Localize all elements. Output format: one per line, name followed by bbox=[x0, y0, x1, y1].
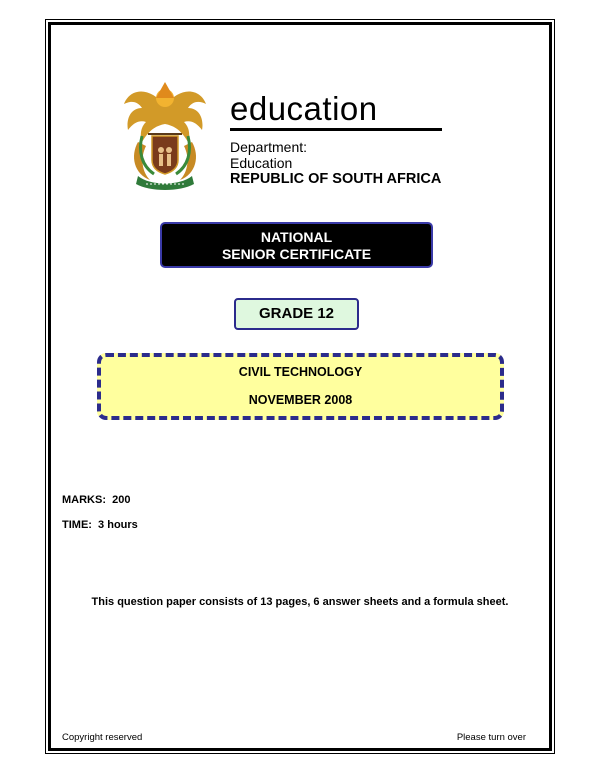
coat-of-arms-icon bbox=[120, 76, 210, 194]
subject-box bbox=[97, 353, 504, 420]
time-text: TIME: 3 hours bbox=[62, 519, 138, 531]
logo-word: education bbox=[230, 90, 378, 127]
dept-line-education: Education bbox=[230, 155, 293, 171]
exam-date: NOVEMBER 2008 bbox=[248, 393, 353, 407]
certificate-banner bbox=[160, 222, 433, 268]
copyright-text: Copyright reserved bbox=[62, 732, 143, 743]
certificate-line-2: SENIOR CERTIFICATE bbox=[221, 246, 372, 262]
dept-line-republic: REPUBLIC OF SOUTH AFRICA bbox=[230, 171, 442, 187]
grade-badge: GRADE 12 bbox=[234, 298, 359, 330]
header-rule bbox=[230, 128, 442, 131]
dept-line-department: Department: bbox=[230, 139, 308, 155]
turn-over-text: Please turn over bbox=[456, 732, 526, 743]
department-header bbox=[230, 92, 442, 187]
paper-contents-note: This question paper consists of 13 pages, 6 answer sheets and a formula sheet. bbox=[91, 596, 509, 608]
subject-name: CIVIL TECHNOLOGY bbox=[238, 365, 363, 379]
certificate-line-1: NATIONAL bbox=[260, 229, 333, 245]
marks-text: MARKS: 200 bbox=[62, 494, 131, 506]
